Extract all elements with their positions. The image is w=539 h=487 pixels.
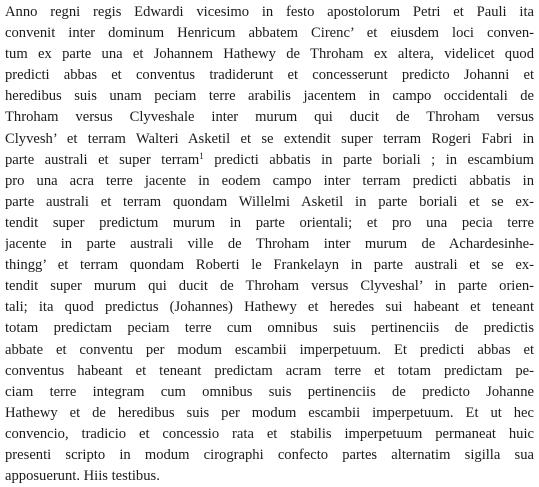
charter-text <box>5 2 534 487</box>
text-line: totam predictam peciam terre cum omnibus suis pertinenciis de predictis <box>5 320 534 337</box>
text-line: Clyvesh’ et terram Walteri Asketil et se extendit super terram Rogeri Fabri in <box>5 130 534 147</box>
text-line: conventus habeant et teneant predictam acram terre et totam predictam pe- <box>5 362 534 379</box>
text-line: thingg’ et terram quondam Roberti le Frankelayn in parte australi et se ex- <box>5 257 534 274</box>
text-line: tendit super murum qui ducit de Throham versus Clyveshal’ in parte orien- <box>5 278 534 295</box>
text-line-with-footnote <box>5 150 534 171</box>
text-line: abbate et conventu per modum escambii imperpetuum. Et predicti abbas et <box>5 341 534 358</box>
text-line: Anno regni regis Edwardi vicesimo in festo apostolorum Petri et Pauli ita <box>5 4 534 20</box>
text-line: ciam terre integram cum omnibus suis pertinenciis de predicto Johanne <box>5 383 534 400</box>
text-line: predicti abbas et conventus tradiderunt et concesserunt predicto Johanni et <box>5 67 534 84</box>
text-line: tendit super predictum murum in parte orientali; et pro una pecia terre <box>5 214 534 231</box>
text-line: heredibus suis unam peciam terre arabilis jacentem in campo occidentali de <box>5 88 534 105</box>
text-line: tali; ita quod predictus (Johannes) Hathewy et heredes sui habeant et teneant <box>5 299 534 316</box>
text-line: apposuerunt. Hiis testibus. <box>5 468 160 485</box>
text-line: tum ex parte una et Johannem Hathewy de Throham ex altera, videlicet quod <box>5 46 534 63</box>
text-segment: parte australi et super terram <box>5 151 200 168</box>
text-line: pro una acra terre jacente in eodem campo inter terram predicti abbatis in <box>5 172 534 189</box>
text-line: presenti scripto in modum cirographi confecto partes alternatim sigilla sua <box>5 446 534 463</box>
text-line: Hathewy et de heredibus suis per modum escambii imperpetuum. Et ut hec <box>5 404 534 421</box>
text-line: Throham versus Clyveshale inter murum qui ducit de Throham versus <box>5 109 534 126</box>
footnote-marker: 1 <box>199 150 204 161</box>
text-line: convencio, tradicio et concessio rata et stabilis imperpetuum permaneat huic <box>5 425 534 442</box>
text-line: convenit inter dominum Henricum abbatem Cirenc’ et eiusdem loci conven- <box>5 25 534 42</box>
text-segment: predicti abbatis in parte boriali ; in escambium <box>203 151 534 168</box>
text-line: parte australi et terram quondam Willelmi Asketil in parte boriali et se ex- <box>5 193 534 210</box>
text-line: jacente in parte australi ville de Throham inter murum de Achardesinhe- <box>5 236 534 253</box>
